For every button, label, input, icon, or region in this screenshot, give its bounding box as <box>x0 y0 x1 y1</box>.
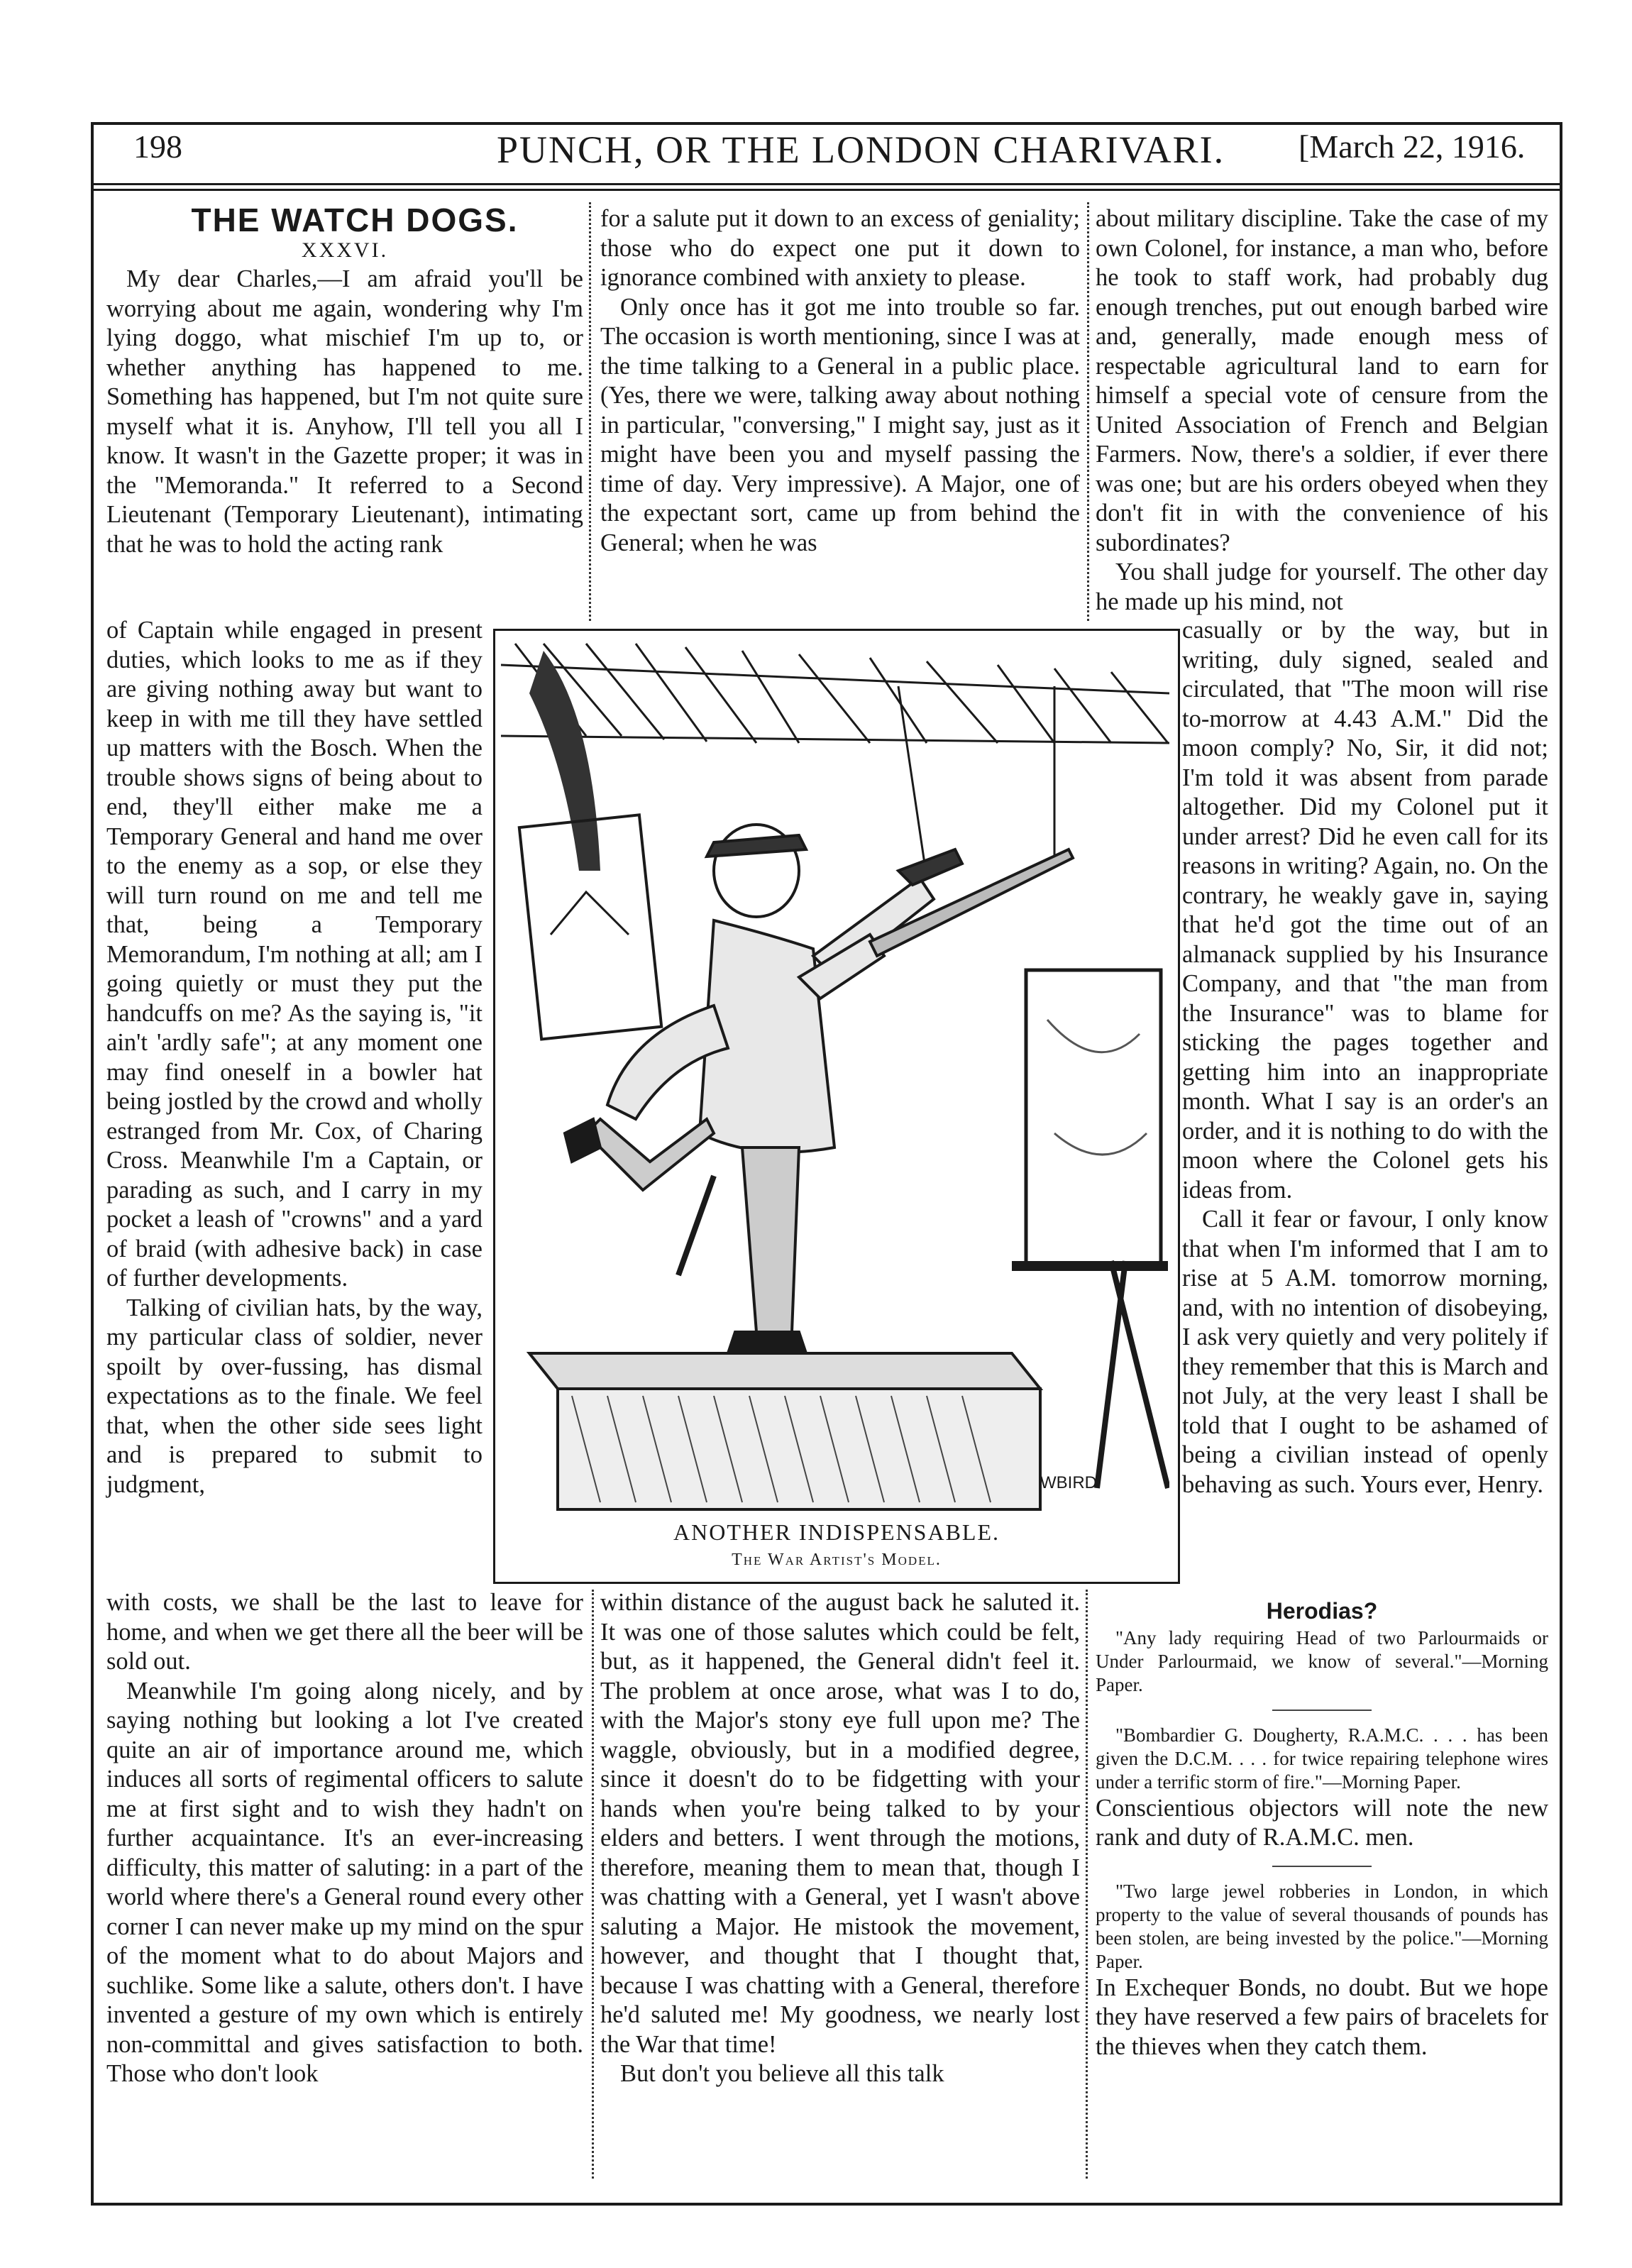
illustration-caption: ANOTHER INDISPENSABLE. <box>673 1519 1000 1545</box>
paragraph: Meanwhile I'm going along nicely, and by saying nothing but looking a lot I've created quite an air of importance around me, which induces all sorts of regimental officers to salute me at first sight and to wish they hadn't on further acquaintance. It's an ever-increasing difficulty, this matter of saluting: in a part of the world where there's a General round every other corner I can never make up my mind on the spur of the moment what to do about Majors and suchlike. Some like a salute, others don't. I have invented a gesture of my own which is entirely non-committal and gives satisfaction to both. Those who don't look <box>106 1677 583 2087</box>
paragraph: about military discipline. Take the case of my own Colonel, for instance, a man who, before he took to staff work, had probably dug enough trenches, put out enough barbed wire and, generally, made enough mess of respectable agricultural land to earn for himself a special vote of censure from the United Association of French and Belgian Farmers. Now, there's a soldier, if ever there was one; but are his orders obeyed when they don't fit in with the convenience of his subordinates? <box>1096 205 1548 556</box>
article-col3-top <box>1096 204 1548 617</box>
article-col1-top <box>106 202 583 559</box>
separator <box>1272 1866 1372 1867</box>
sidebar-herodias <box>1096 1597 1548 2061</box>
cartoon-illustration <box>493 629 1180 1584</box>
header-rule-double <box>91 189 1562 191</box>
sidebar-response: In Exchequer Bonds, no doubt. But we hope they have reserved a few pairs of bracelets for the thieves when they catch them. <box>1096 1974 1548 2060</box>
issue-date: [March 22, 1916. <box>1299 128 1526 165</box>
illustration-subcaption: The War Artist's Model. <box>732 1551 942 1569</box>
article-col1-bottom <box>106 1588 583 2089</box>
sidebar-quote: "Bombardier G. Dougherty, R.A.M.C. . . . has been given the D.C.M. . . . for twice repairing telephone wires under a terrific storm of fire."—Morning Paper. <box>1096 1724 1548 1793</box>
cartoon-drawing <box>501 637 1169 1511</box>
sidebar-heading: Herodias? <box>1266 1598 1378 1624</box>
article-col1-narrow <box>106 616 483 1499</box>
paragraph: My dear Charles,—I am afraid you'll be worrying about me again, wondering why I'm lying doggo, what mischief I'm up to, or whether anything has happened to me. Something has happened, but I'm not quite sure myself what it is. Anyhow, I'll tell you all I know. It wasn't in the Gazette proper; it was in the "Memoranda." It referred to a Second Lieutenant (Temporary Lieutenant), intimating that he was to hold the acting rank <box>106 265 583 558</box>
column-divider-right <box>1087 202 1089 621</box>
masthead: PUNCH, OR THE LONDON CHARIVARI. <box>497 128 1225 171</box>
paragraph: But don't you believe all this talk <box>620 2060 944 2087</box>
header-rule <box>91 183 1562 185</box>
paragraph: Talking of civilian hats, by the way, my particular class of soldier, never spoilt by over-fussing, has dismal expectations as to the finale. We feel that, when the other side sees light and is prepared to submit to judgment, <box>106 1294 483 1498</box>
paragraph: Only once has it got me into trouble so far. The occasion is worth mentioning, since I was at the time talking to a General in a public place. (Yes, there we were, talking away about nothing in particular, "conversing," I might say, just as it might have been you and myself passing the time of day. Very impressive). A Major, one of the expectant sort, came up from behind the General; when he was <box>600 293 1080 556</box>
article-col2-bottom <box>600 1588 1080 2089</box>
article-title: THE WATCH DOGS. <box>191 202 519 238</box>
article-number: XXXVI. <box>301 238 389 262</box>
separator <box>1272 1710 1372 1711</box>
paragraph: Call it fear or favour, I only know that when I'm informed that I am to rise at 5 A.M. tomorrow morning, and, with no intention of disobeying, I ask very quietly and very politely if they remember that this is March and not July, at the very least I shall be told that I ought to be ashamed of being a civilian instead of openly behaving as such. Yours ever, Henry. <box>1182 1206 1548 1498</box>
sidebar-response: Conscientious objectors will note the new rank and duty of R.A.M.C. men. <box>1096 1794 1548 1851</box>
paragraph: with costs, we shall be the last to leave for home, and when we get there all the beer will be sold out. <box>106 1589 583 1675</box>
column-divider-left <box>589 202 591 621</box>
sidebar-quote: "Any lady requiring Head of two Parlourmaids or Under Parlourmaid, we know of several."—Morning Paper. <box>1096 1626 1548 1695</box>
article-col2-top <box>600 204 1080 558</box>
column-divider-right-lower <box>1086 1590 1088 2179</box>
sidebar-quote: "Two large jewel robberies in London, in which property to the value of several thousands of pounds has been stolen, are being invested by the police."—Morning Paper. <box>1096 1880 1548 1972</box>
paragraph: within distance of the august back he saluted it. It was one of those salutes which could be felt, but, as it happened, the General didn't feel it. The problem at once arose, what was I to do, with the Major's stony eye full upon me? The waggle, obviously, but in a modified degree, since it doesn't do to be fidgetting with your hands when you're being talked to by your elders and betters. I went through the motions, therefore, meaning them to mean that, though I was chatting with a General, yet I wasn't above saluting a Major. He mistook the movement, however, and thought that I thought that, because I was chatting with a General, therefore he'd saluted me! My goodness, we nearly lost the War that time! <box>600 1589 1080 2058</box>
paragraph: for a salute put it down to an excess of geniality; those who do expect one put it down to ignorance combined with anxiety to please. <box>600 205 1080 291</box>
paragraph: of Captain while engaged in present duties, which looks to me as if they are giving nothing away but want to keep in with me till they have settled up matters with the Bosch. When the trouble shows signs of being about to end, they'll either make me a Temporary General and hand me over to the enemy as a sop, or else they will turn round on me and tell me that, being a Temporary Memorandum, I'm nothing at all; am I going quietly or must they put the handcuffs on me? As the saying is, "it ain't 'ardly safe"; at any moment one may find oneself in a bowler hat being jostled by the crowd and wholly estranged from Mr. Cox, of Charing Cross. Meanwhile I'm a Captain, or parading as such, and I carry in my pocket a leash of "crowns" and a yard of braid (with adhesive back) in case of further developments. <box>106 617 483 1292</box>
column-divider-left-lower <box>592 1590 594 2179</box>
artist-signature: WBIRD <box>1040 1473 1097 1492</box>
paragraph: You shall judge for yourself. The other day he made up his mind, not <box>1096 558 1548 615</box>
page-number: 198 <box>133 128 182 165</box>
paragraph: casually or by the way, but in writing, duly signed, sealed and circulated, that "The moon will rise to-morrow at 4.43 A.M." Did the moon comply? No, Sir, it did not; I'm told it was absent from parade altogether. Did my Colonel put it under arrest? Did he even call for its reasons in writing? Again, no. On the contrary, he weakly gave in, saying that he'd got the time out of an almanack supplied by his Insurance Company, and that "the man from the Insurance" was to blame for sticking the pages together and getting him into an inappropriate month. What I say is an order's an order, and it is nothing to do with the moon where the Colonel gets his ideas from. <box>1182 617 1548 1204</box>
article-col3-narrow <box>1182 616 1548 1499</box>
